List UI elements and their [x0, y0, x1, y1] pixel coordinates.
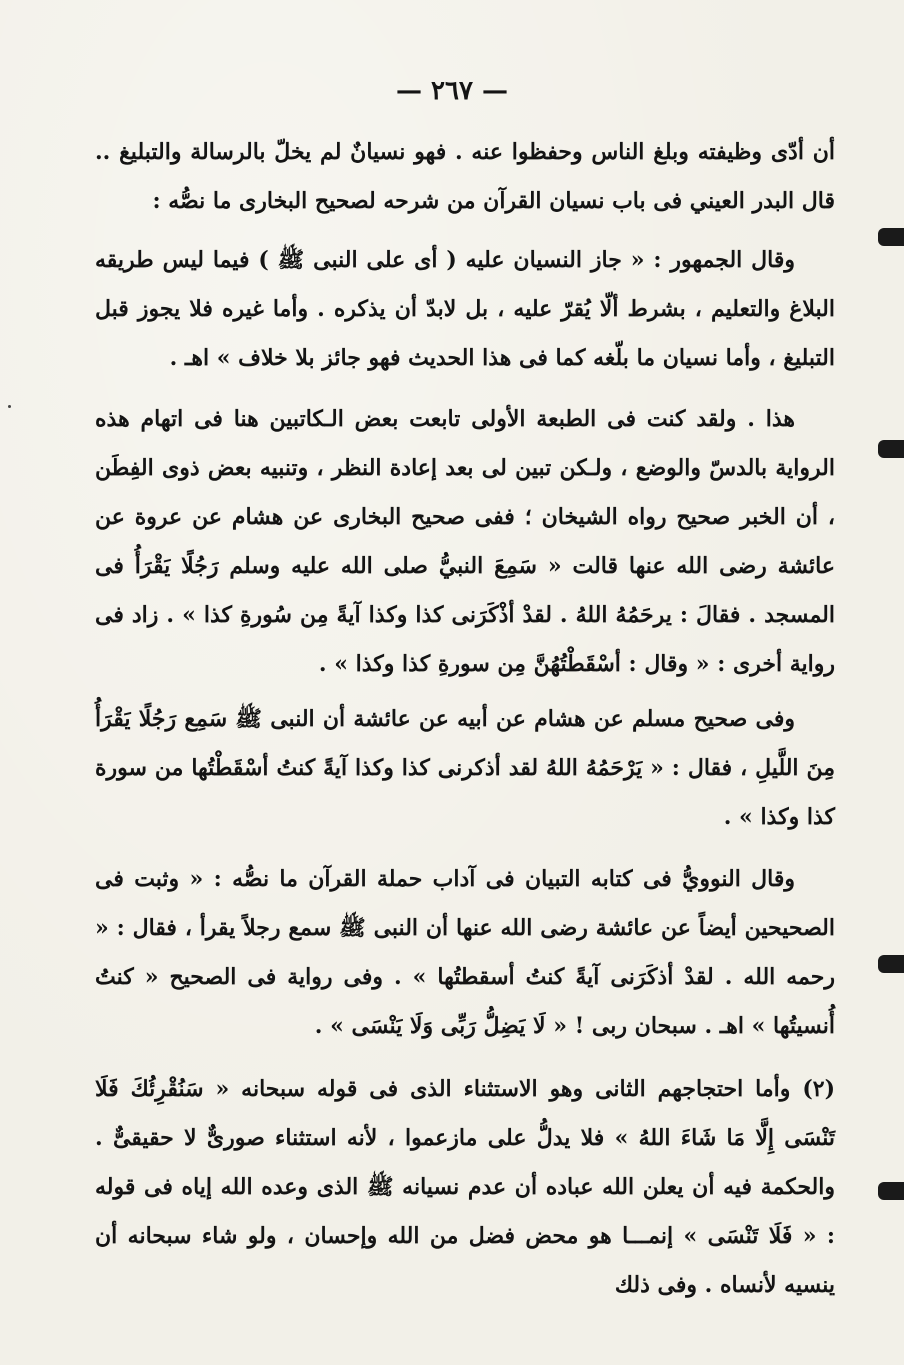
binding-mark: [878, 1182, 904, 1200]
paragraph-2: [95, 236, 835, 383]
paragraph-text: وفى صحيح مسلم عن هشام عن أبيه عن عائشة أن النبى ﷺ سَمِع رَجُلًا يَقْرَأُ مِنَ اللَّيلِ ، فقال : « يَرْحَمُهُ اللهُ لقد أذكرنى كذا وكذا آيةً كنتُ أسْقَطْتُها من سورة كذا وكذا » .: [95, 706, 835, 830]
paragraph-text: أن أدّى وظيفته وبلغ الناس وحفظوا عنه . فهو نسيانٌ لم يخلّ بالرسالة والتبليغ .. قال البدر العيني فى باب نسيان القرآن من شرحه لصحيح البخارى ما نصُّه :: [95, 139, 835, 214]
paragraph-4: [95, 695, 835, 842]
paragraph-text: (٢) وأما احتجاجهم الثانى وهو الاستثناء الذى فى قوله سبحانه « سَنُقْرِئُكَ فَلَا تَنْسَى إِلَّا مَا شَاءَ اللهُ » فلا يدلُّ على مازعموا ، لأنه استثناء صورىٌّ لا حقيقىٌّ . والحكمة فيه أن يعلن الله عباده أن عدم نسيانه ﷺ الذى وعده الله إياه فى قوله : « فَلَا تَنْسَى » إنمـــا هو محض فضل من الله وإحسان ، ولو شاء سبحانه أن ينسيه لأنساه . وفى ذلك: [95, 1076, 835, 1298]
paragraph-text: هذا . ولقد كنت فى الطبعة الأولى تابعت بعض الـكاتبين هنا فى اتهام هذه الرواية بالدسّ والوضع ، ولـكن تبين لى بعد إعادة النظر ، وتنبيه بعض ذوى الفِطَن ، أن الخبر صحيح رواه الشيخان ؛ ففى صحيح البخارى عن هشام عن عروة عن عائشة رضى الله عنها قالت « سَمِعَ النبيُّ صلى الله عليه وسلم رَجُلًا يَقْرَأُ فى المسجد . فقالَ : يرحَمُهُ اللهُ . لقدْ أذْكَرَنى كذا وكذا آيةً مِن سُورةِ كذا » . زاد فى رواية أخرى : « وقال : أسْقَطْتُهُنَّ مِن سورةِ كذا وكذا » .: [95, 406, 835, 677]
paragraph-5: [95, 855, 835, 1051]
paragraph-text: وقال الجمهور : « جاز النسيان عليه ( أى على النبى ﷺ ) فيما ليس طريقه البلاغ والتعليم ، بشرط ألّا يُقرّ عليه ، بل لابدّ أن يذكره . وأما غيره فلا يجوز قبل التبليغ ، وأما نسيان ما بلّغه كما فى هذا الحديث فهو جائز بلا خلاف » اهـ .: [95, 247, 835, 371]
paragraph-6: [95, 1065, 835, 1310]
paragraph-1: [95, 128, 835, 226]
paragraph-text: وقال النوويُّ فى كتابه التبيان فى آداب حملة القرآن ما نصُّه : « وثبت فى الصحيحين أيضاً عن عائشة رضى الله عنها أن النبى ﷺ سمع رجلاً يقرأ ، فقال : « رحمه الله . لقدْ أذكَرَنى آيةً كنتُ أسقطتُها » . وفى رواية فى الصحيح « كنتُ أُنسيتُها » اهـ . سبحان ربى ! « لَا يَضِلُّ رَبِّى وَلَا يَنْسَى » .: [95, 866, 835, 1039]
binding-mark: [878, 440, 904, 458]
scan-speck: [8, 405, 11, 408]
page-number: — ٢٦٧ —: [395, 76, 509, 106]
binding-mark: [878, 228, 904, 246]
binding-mark: [878, 955, 904, 973]
paragraph-3: [95, 395, 835, 689]
